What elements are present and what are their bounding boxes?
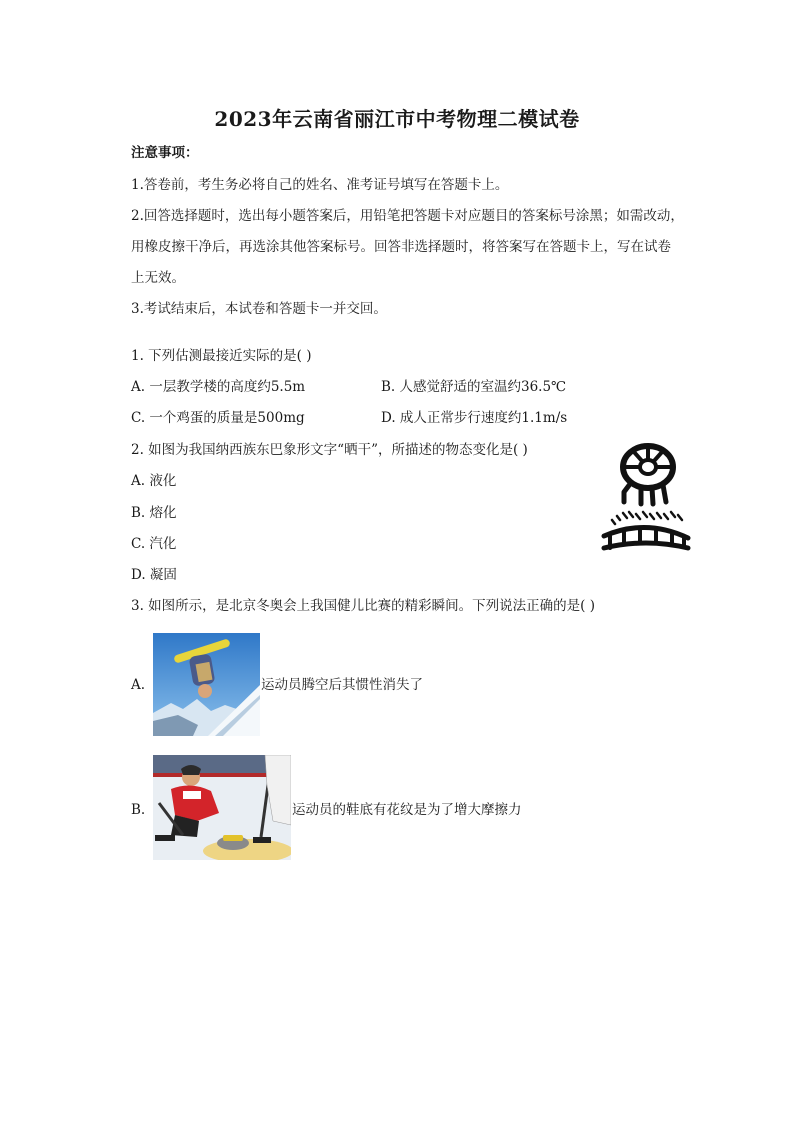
q1-option-d: D. 成人正常步行速度约1.1m/s [381, 410, 568, 426]
q3-option-b-label: B. [131, 802, 146, 818]
q1-stem: 1. 下列估测最接近实际的是( ) [131, 348, 312, 364]
q1-option-b: B. 人感觉舒适的室温约36.5℃ [381, 379, 567, 395]
page-title: 2023年云南省丽江市中考物理二模试卷 [214, 107, 580, 131]
note-2-line-3: 上无效。 [131, 270, 185, 286]
note-1: 1.答卷前，考生务必将自己的姓名、准考证号填写在答题卡上。 [131, 177, 509, 193]
curling-photo [153, 755, 291, 860]
q2-option-d: D. 凝固 [131, 567, 177, 583]
note-3: 3.考试结束后，本试卷和答题卡一并交回。 [131, 301, 387, 317]
q3-option-b-text: 运动员的鞋底有花纹是为了增大摩擦力 [292, 802, 522, 818]
q3-option-a-text: 运动员腾空后其惯性消失了 [261, 677, 423, 693]
notes-heading: 注意事项： [131, 145, 199, 161]
q2-option-b: B. 熔化 [131, 505, 177, 521]
q3-stem: 3. 如图所示，是北京冬奥会上我国健儿比赛的精彩瞬间。下列说法正确的是( ) [131, 598, 595, 614]
q1-option-c: C. 一个鸡蛋的质量是500mg [131, 410, 305, 426]
q2-option-a: A. 液化 [131, 473, 177, 489]
q3-option-a-label: A. [131, 677, 146, 693]
dongba-pictograph-figure [600, 440, 692, 554]
note-2-line-2: 用橡皮擦干净后，再选涂其他答案标号。回答非选择题时，将答案写在答题卡上，写在试卷 [131, 239, 671, 255]
q2-stem: 2. 如图为我国纳西族东巴象形文字“晒干”，所描述的物态变化是( ) [131, 442, 528, 458]
snowboarder-photo [153, 633, 260, 736]
q2-option-c: C. 汽化 [131, 536, 177, 552]
q1-option-a: A. 一层教学楼的高度约5.5m [131, 379, 306, 395]
note-2-line-1: 2.回答选择题时，选出每小题答案后，用铅笔把答题卡对应题目的答案标号涂黑；如需改动， [131, 208, 684, 224]
